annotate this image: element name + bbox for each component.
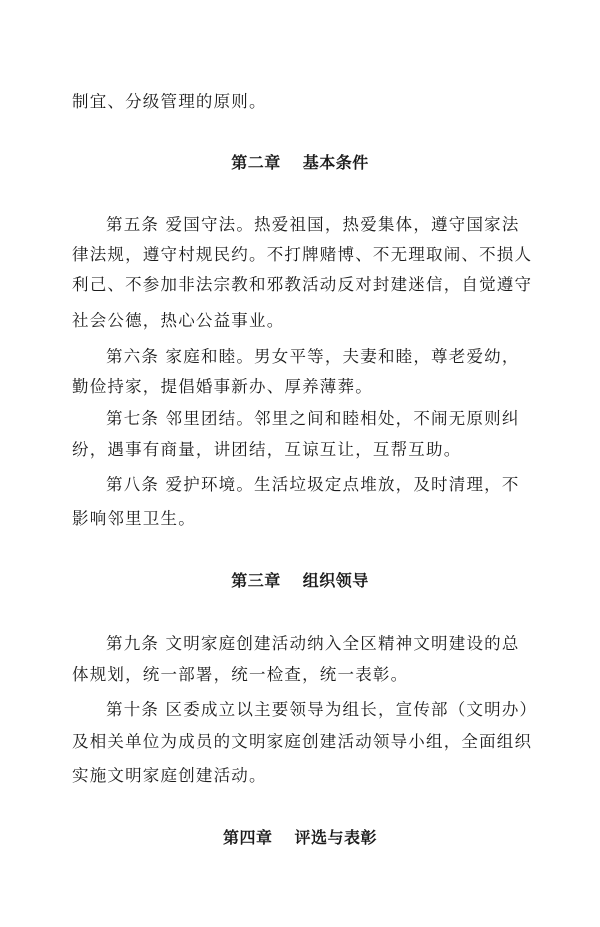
article-line: 勤俭持家，提倡婚事新办、厚养薄葬。 bbox=[72, 377, 373, 396]
chapter-number: 第三章 bbox=[231, 571, 281, 590]
paragraph-line: 制宜、分级管理的原则。 bbox=[72, 92, 267, 111]
chapter-title: 基本条件 bbox=[302, 153, 369, 172]
article-line: 第五条 爱国守法。热爱祖国，热爱集体，遵守国家法 bbox=[106, 215, 520, 234]
chapter-heading bbox=[0, 825, 600, 848]
article-line: 利己、不参加非法宗教和邪教活动反对封建迷信，自觉遵守 bbox=[72, 275, 533, 294]
article-line: 第九条 文明家庭创建活动纳入全区精神文明建设的总 bbox=[106, 634, 520, 653]
article-line: 社会公德，热心公益事业。 bbox=[72, 311, 285, 330]
article-line: 第六条 家庭和睦。男女平等，夫妻和睦，尊老爱幼， bbox=[106, 347, 520, 366]
article-line: 第十条 区委成立以主要领导为组长，宣传部（文明办） bbox=[106, 700, 538, 719]
article-line: 及相关单位为成员的文明家庭创建活动领导小组，全面组织 bbox=[72, 732, 533, 751]
article-line: 体规划，统一部署，统一检查，统一表彰。 bbox=[72, 665, 409, 684]
chapter-heading bbox=[0, 568, 600, 591]
chapter-number: 第四章 bbox=[222, 828, 273, 847]
article-line: 律法规，遵守村规民约。不打牌赌博、不无理取闹、不损人 bbox=[72, 245, 533, 264]
article-line: 第八条 爱护环境。生活垃圾定点堆放，及时清理，不 bbox=[106, 475, 520, 494]
article-line: 第七条 邻里团结。邻里之间和睦相处，不闹无原则纠 bbox=[106, 409, 520, 428]
chapter-heading bbox=[0, 150, 600, 173]
article-line: 纷，遇事有商量，讲团结，互谅互让，互帮互助。 bbox=[72, 440, 462, 459]
chapter-title: 组织领导 bbox=[302, 571, 369, 590]
chapter-number: 第二章 bbox=[231, 153, 281, 172]
article-line: 实施文明家庭创建活动。 bbox=[72, 766, 267, 785]
article-line: 影响邻里卫生。 bbox=[72, 509, 196, 528]
chapter-title: 评选与表彰 bbox=[294, 828, 378, 847]
